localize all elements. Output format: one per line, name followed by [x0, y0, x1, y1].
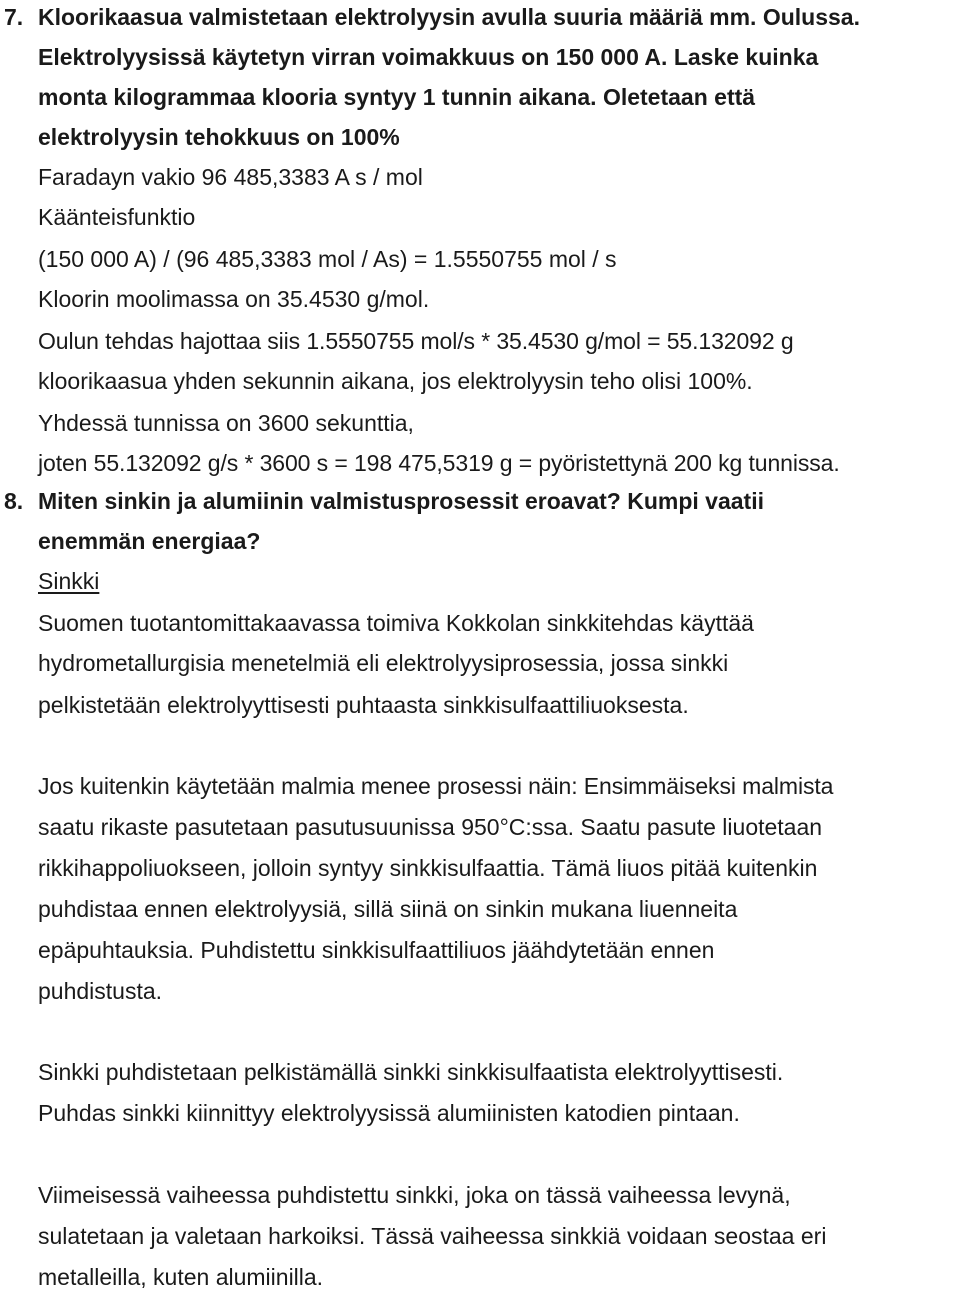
question-8-number: 8.	[4, 488, 24, 514]
paragraph-2-line-3: rikkihappoliuokseen, jolloin syntyy sinkkisulfaattia. Tämä liuos pitää kuitenkin	[38, 855, 818, 881]
paragraph-4-line-1: Viimeisessä vaiheessa puhdistettu sinkki, joka on tässä vaiheessa levynä,	[38, 1182, 791, 1208]
paragraph-1-line-3: pelkistetään elektrolyyttisesti puhtaasta sinkkisulfaattiliuoksesta.	[38, 692, 689, 718]
question-7-number: 7.	[4, 4, 24, 30]
paragraph-2-line-2: saatu rikaste pasutetaan pasutusuunissa 950°C:ssa. Saatu pasute liuotetaan	[38, 814, 823, 840]
paragraph-2-line-4: puhdistaa ennen elektrolyysiä, sillä siinä on sinkin mukana liuenneita	[38, 896, 738, 922]
question-8-title-line-2: enemmän energiaa?	[38, 528, 261, 554]
paragraph-2-line-5: epäpuhtauksia. Puhdistettu sinkkisulfaattiliuos jäähdytetään ennen	[38, 937, 715, 963]
paragraph-4-line-3: metalleilla, kuten alumiinilla.	[38, 1264, 324, 1290]
answer-7-line-4: Kloorin moolimassa on 35.4530 g/mol.	[38, 286, 430, 312]
paragraph-4-line-2: sulatetaan ja valetaan harkoiksi. Tässä vaiheessa sinkkiä voidaan seostaa eri	[38, 1223, 827, 1249]
paragraph-3-line-1: Sinkki puhdistetaan pelkistämällä sinkki sinkkisulfaatista elektrolyyttisesti.	[38, 1059, 784, 1085]
question-7-title-line-2: Elektrolyysissä käytetyn virran voimakkuus on 150 000 A. Laske kuinka	[38, 44, 819, 70]
answer-7-line-7: Yhdessä tunnissa on 3600 sekunttia,	[38, 410, 414, 436]
paragraph-3-line-2: Puhdas sinkki kiinnittyy elektrolyysissä alumiinisten katodien pintaan.	[38, 1100, 740, 1126]
answer-7-line-3: (150 000 A) / (96 485,3383 mol / As) = 1.5550755 mol / s	[38, 246, 617, 272]
answer-7-line-1: Faradayn vakio 96 485,3383 A s / mol	[38, 164, 423, 190]
answer-7-line-6: kloorikaasua yhden sekunnin aikana, jos elektrolyysin teho olisi 100%.	[38, 368, 753, 394]
paragraph-2-line-6: puhdistusta.	[38, 978, 163, 1004]
question-8-title-line-1: Miten sinkin ja alumiinin valmistusprosessit eroavat? Kumpi vaatii	[38, 488, 764, 514]
section-heading-sinkki: Sinkki	[38, 568, 100, 594]
paragraph-1-line-1: Suomen tuotantomittakaavassa toimiva Kokkolan sinkkitehdas käyttää	[38, 610, 754, 636]
question-7-title-line-3: monta kilogrammaa klooria syntyy 1 tunnin aikana. Oletetaan että	[38, 84, 756, 110]
answer-7-line-5: Oulun tehdas hajottaa siis 1.5550755 mol/s * 35.4530 g/mol = 55.132092 g	[38, 328, 794, 354]
answer-7-line-8: joten 55.132092 g/s * 3600 s = 198 475,5319 g = pyöristettynä 200 kg tunnissa.	[38, 450, 840, 476]
question-7-title-line-1: Kloorikaasua valmistetaan elektrolyysin avulla suuria määriä mm. Oulussa.	[38, 4, 860, 30]
paragraph-1-line-2: hydrometallurgisia menetelmiä eli elektrolyysiprosessia, jossa sinkki	[38, 650, 729, 676]
question-7-title-line-4: elektrolyysin tehokkuus on 100%	[38, 124, 400, 150]
paragraph-2-line-1: Jos kuitenkin käytetään malmia menee prosessi näin: Ensimmäiseksi malmista	[38, 773, 834, 799]
answer-7-line-2: Käänteisfunktio	[38, 204, 196, 230]
